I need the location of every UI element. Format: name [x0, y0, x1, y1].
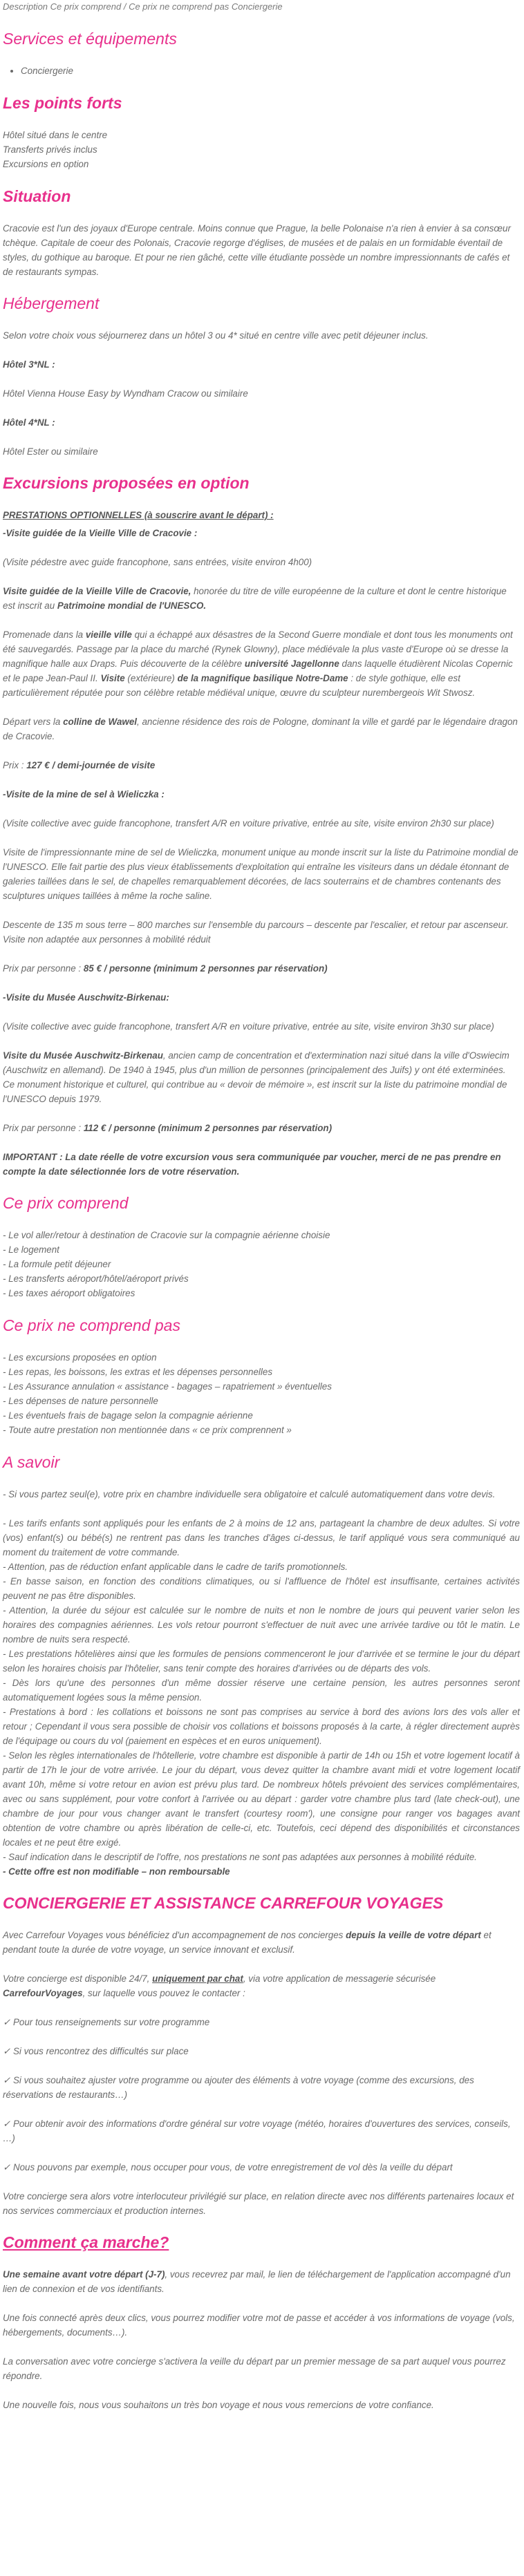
comment-title: Comment ça marche?	[3, 2233, 169, 2251]
a-savoir-p9: - Selon les règles internationales de l'hôtellerie, votre chambre est disponible à partir de 14h ou 15h et votre logement locatif à partir de 17h le jour de votre arrivée. Le jour du départ, vous devez quitter la chambre avant midi et votre logement locatif avant 10h, même si votre retour en avion est prévu plus tard. De nombreux hôtels prévoient des services complémentaires, avec ou sans supplément, pour votre confort à l'arrivée ou au départ : garder votre chambre plus tard (late check-out), une chambre de jour pour vous changer avant le transfert (courtesy room'), une consigne pour ranger vos bagages avant obtention de votre chambre ou après libération de celle-ci, etc. Toutefois, ceci dépend des disponibilités et circonstances locales et ne peut être exigé.	[3, 1750, 520, 1848]
conciergerie-p2	[3, 1971, 520, 2000]
hotel-3-text: Hôtel Vienna House Easy by Wyndham Cracow ou similaire	[3, 388, 248, 399]
p2-e: dans laquelle étudièrent Nicolas Copernic et le pape Jean-Paul II.	[3, 659, 513, 683]
vieille-ville-price	[3, 758, 520, 773]
hotel-3-label: Hôtel 3*NL :	[3, 359, 55, 370]
prestations-heading: PRESTATIONS OPTIONNELLES (à souscrire avant le départ) :	[3, 510, 274, 520]
prix-comprend-item: - Les transferts aéroport/hôtel/aéroport privés	[3, 1273, 189, 1284]
prix-ne-comprend-list	[3, 1350, 520, 1437]
a-savoir-p7: - Dès lors qu'une des personnes d'un même dossier réserve une certaine pension, les autres personnes seront automatiquement logées sous la même pension.	[3, 1678, 520, 1703]
services-title: Services et équipements	[3, 30, 177, 48]
important-note: IMPORTANT : La date réelle de votre excursion vous sera communiquée par voucher, merci de ne pas prendre en compte la date sélectionnée lors de votre réservation.	[3, 1152, 501, 1177]
comment-p1	[3, 2267, 520, 2296]
comment-p1-b: , vous recevrez par mail, le lien de téléchargement de l'application accompagné d'un lien de connexion et de vos identifiants.	[3, 2269, 511, 2294]
p3-a: Départ vers la	[3, 717, 64, 727]
conciergerie-p1	[3, 1928, 520, 1957]
a-savoir-body	[3, 1516, 520, 1879]
prix-comprend-list	[3, 1228, 520, 1300]
p2-g: (extérieure)	[124, 673, 178, 683]
prix-ne-comprend-item: - Les Assurance annulation « assistance - bagages – rapatriement » éventuelles	[3, 1381, 332, 1392]
excursions-title: Excursions proposées en option	[3, 474, 250, 492]
prix-comprend-item: - Le logement	[3, 1244, 59, 1255]
comment-p3: La conversation avec votre concierge s'activera la veille du départ par un premier message de sa part auquel vous pourrez répondre.	[3, 2356, 506, 2381]
c-p1-b: depuis la veille de votre départ	[346, 1930, 481, 1940]
c-p1-c: et pendant toute la durée de votre voyage, un service innovant et exclusif.	[3, 1930, 492, 1955]
service-item: • Conciergerie	[21, 64, 520, 78]
c-p2-c: , via votre application de messagerie sécurisée	[243, 1973, 436, 1984]
points-forts-item: Hôtel situé dans le centre	[3, 130, 108, 140]
vieille-ville-unesco: Patrimoine mondial de l'UNESCO.	[57, 600, 207, 611]
points-forts-title: Les points forts	[3, 94, 122, 112]
p3-c: , ancienne résidence des rois de Pologne, dominant la ville et gardé par le légendaire dragon de Cracovie.	[3, 717, 518, 741]
mine-p2: Descente de 135 m sous terre – 800 marches sur l'ensemble du parcours – descente par l'escalier, et retour par ascenseur. Visite non adaptée aux personnes à mobilité réduit	[3, 920, 509, 945]
conciergerie-check-4: ✓ Pour obtenir avoir des informations d'ordre général sur votre voyage (météo, horaires d'ouvertures des services, conseils, …)	[3, 2119, 511, 2143]
vieille-ville-p2	[3, 627, 520, 700]
a-savoir-p5: - Attention, la durée du séjour est calculée sur le nombre de nuits et non le nombre de jours qui peuvent varier selon les horaires des compagnies aériennes. Les vols retour pourront s'effectuer de nuit avec une arrivée tardive ou tôt le matin. Le nombre de nuits sera respecté.	[3, 1605, 520, 1645]
vieille-ville-p3	[3, 714, 520, 744]
a-savoir-p3: - Attention, pas de réduction enfant applicable dans le cadre de tarifs promotionnels.	[3, 1562, 348, 1572]
c-p2-d: CarrefourVoyages	[3, 1988, 83, 1998]
hotel-4-text: Hôtel Ester ou similaire	[3, 446, 98, 457]
conciergerie-check-1: ✓ Pour tous renseignements sur votre programme	[3, 2017, 210, 2027]
vieille-ville-text: honorée du titre de ville européenne de la culture et dont le centre historique est inscrit au	[3, 586, 507, 611]
p2-f: Visite	[100, 673, 125, 683]
prix-ne-comprend-item: - Les repas, les boissons, les extras et les dépenses personnelles	[3, 1367, 273, 1377]
price-label: Prix :	[3, 760, 27, 770]
p3-b: colline de Wawel	[63, 717, 137, 727]
prix-comprend-item: - La formule petit déjeuner	[3, 1259, 111, 1269]
price-value: 127 € / demi-journée de visite	[26, 760, 156, 770]
auschwitz-title: -Visite du Musée Auschwitz-Birkenau:	[3, 992, 169, 1003]
auschwitz-text: , ancien camp de concentration et d'extermination nazi situé dans la ville d'Oswiecim (Auschwitz en allemand). De 1940 à 1945, plus d'un million de personnes (principalement des Juifs) y ont été exterminées. Ce monument historique et culturel, qui contribue au « devoir de mémoire », est inscrit sur la liste du patrimoine mondial de l'UNESCO depuis 1979.	[3, 1050, 509, 1104]
comment-p2: Une fois connecté après deux clics, vous pourrez modifier votre mot de passe et accéder à vos informations de voyage (vols, hébergements, documents…).	[3, 2313, 515, 2338]
p2-b: vieille ville	[85, 629, 132, 640]
comment-p1-a: Une semaine avant votre départ (J-7)	[3, 2269, 165, 2280]
mine-sub: (Visite collective avec guide francophone, transfert A/R en voiture privative, entrée au site, visite environ 2h30 sur place)	[3, 818, 494, 828]
a-savoir-p1: - Si vous partez seul(e), votre prix en chambre individuelle sera obligatoire et calculé automatiquement dans votre devis.	[3, 1489, 496, 1499]
mine-title: -Visite de la mine de sel à Wieliczka :	[3, 789, 165, 799]
points-forts-item: Transferts privés inclus	[3, 144, 97, 155]
price-value: 112 € / personne (minimum 2 personnes par réservation)	[83, 1123, 333, 1133]
a-savoir-p2: - Les tarifs enfants sont appliqués pour les enfants de 2 à moins de 12 ans, partageant la chambre de deux adultes. Si votre (vos) enfant(s) ou bébé(s) ne rentrent pas dans les tranches d'âges ci-dessus, le tarif appliqué vous sera communiqué au moment du traitement de votre commande.	[3, 1518, 520, 1557]
prix-ne-comprend-item: - Les éventuels frais de bagage selon la compagnie aérienne	[3, 1410, 253, 1421]
conciergerie-p3: Votre concierge sera alors votre interlocuteur privilégié sur place, en relation directe avec nos différents partenaires locaux et nos services commerciaux et production internes.	[3, 2191, 514, 2216]
mine-price	[3, 961, 520, 976]
prix-comprend-title: Ce prix comprend	[3, 1194, 129, 1212]
vieille-ville-sub: (Visite pédestre avec guide francophone, sans entrées, visite environ 4h00)	[3, 557, 312, 567]
a-savoir-p6: - Les prestations hôtelières ainsi que les formules de pensions commenceront le jour d'arrivée et se termine le jour du départ selon les horaires choisis par l'hôtelier, sans tenir compte des horaires d'arrivées ou de départs des vols.	[3, 1649, 520, 1674]
comment-p4: Une nouvelle fois, nous vous souhaitons un très bon voyage et nous vous remercions de votre confiance.	[3, 2400, 434, 2410]
situation-text: Cracovie est l'un des joyaux d'Europe centrale. Moins connue que Prague, la belle Polonaise n'a rien à envier à sa consœur tchèque. Capitale de coeur des Polonais, Cracovie regorge d'églises, de musées et de palais en un formidable éventail de styles, du gothique au baroque. Et pour ne rien gâché, cette ville étudiante possède un nombre impressionnants de cafés et de restaurants sympas.	[3, 223, 511, 277]
p2-i: : de style gothique, elle est particulièrement réputée pour son célèbre retable médiéval unique, œuvre du sculpteur nurembergeois Wit Stwosz.	[3, 673, 476, 698]
conciergerie-check-2: ✓ Si vous rencontrez des difficultés sur place	[3, 2046, 189, 2056]
tabs-description: Description Ce prix comprend / Ce prix ne comprend pas Conciergerie	[3, 1, 283, 12]
prix-ne-comprend-title: Ce prix ne comprend pas	[3, 1316, 180, 1334]
price-label: Prix par personne :	[3, 963, 84, 974]
situation-title: Situation	[3, 187, 71, 205]
c-p2-b: uniquement par chat	[152, 1973, 243, 1984]
auschwitz-lead: Visite du Musée Auschwitz-Birkenau	[3, 1050, 163, 1061]
a-savoir-p10: - Sauf indication dans le descriptif de l'offre, nos prestations ne sont pas adaptées aux personnes à mobilité réduite.	[3, 1852, 477, 1862]
conciergerie-title: CONCIERGERIE ET ASSISTANCE CARREFOUR VOYAGES	[3, 1894, 444, 1912]
vieille-ville-lead: Visite guidée de la Vieille Ville de Cracovie,	[3, 586, 191, 596]
vieille-ville-title: -Visite guidée de la Vieille Ville de Cracovie :	[3, 528, 198, 538]
points-forts-list	[3, 128, 520, 171]
p2-a: Promenade dans la	[3, 629, 86, 640]
conciergerie-check-5: ✓ Nous pouvons par exemple, nous occuper pour vous, de votre enregistrement de vol dès la veille du départ	[3, 2162, 453, 2172]
prix-comprend-item: - Les taxes aéroport obligatoires	[3, 1288, 135, 1298]
mine-p1: Visite de l'impressionnante mine de sel de Wieliczka, monument unique au monde inscrit sur la liste du Patrimoine mondial de l'UNESCO. Elle fait partie des plus vieux établissements d'exploitation qui entraîne les visiteurs dans un dédale étonnant de galeries taillées dans le sel, de chapelles remarquablement décorées, de lacs souterrains et de chambres contenants des sculptures uniques taillées à même la roche saline.	[3, 847, 518, 901]
c-p2-a: Votre concierge est disponible 24/7,	[3, 1973, 153, 1984]
hotel-4-label: Hôtel 4*NL :	[3, 417, 55, 428]
price-label: Prix par personne :	[3, 1123, 84, 1133]
vieille-ville-p1	[3, 584, 520, 613]
c-p2-e: , sur laquelle vous pouvez le contacter :	[82, 1988, 245, 1998]
auschwitz-price	[3, 1121, 520, 1135]
hebergement-intro: Selon votre choix vous séjournerez dans un hôtel 3 ou 4* situé en centre ville avec petit déjeuner inclus.	[3, 330, 429, 341]
p2-h: de la magnifique basilique Notre-Dame	[177, 673, 348, 683]
auschwitz-sub: (Visite collective avec guide francophone, transfert A/R en voiture privative, entrée au site, visite environ 3h30 sur place)	[3, 1021, 494, 1032]
conciergerie-check-3: ✓ Si vous souhaitez ajuster votre programme ou ajouter des éléments à votre voyage (comme des excursions, des réservations de restaurants…)	[3, 2075, 474, 2100]
prix-ne-comprend-item: - Les excursions proposées en option	[3, 1352, 157, 1363]
price-value: 85 € / personne (minimum 2 personnes par réservation)	[83, 963, 328, 974]
points-forts-item: Excursions en option	[3, 159, 89, 169]
a-savoir-p11: - Cette offre est non modifiable – non remboursable	[3, 1866, 230, 1877]
prix-ne-comprend-item: - Les dépenses de nature personnelle	[3, 1396, 158, 1406]
c-p1-a: Avec Carrefour Voyages vous bénéficiez d'un accompagnement de nos concierges	[3, 1930, 346, 1940]
p2-c: qui a échappé aux désastres de la Second Guerre mondiale et dont tous les monuments ont été sauvegardés. Passage par la place du marché (Rynek Glowny), place médiévale la plus vaste d'Europe où se dresse la magnifique halle aux Draps. Puis découverte de la célèbre	[3, 629, 513, 669]
prix-comprend-item: - Le vol aller/retour à destination de Cracovie sur la compagnie aérienne choisie	[3, 1230, 330, 1240]
hebergement-title: Hébergement	[3, 294, 100, 312]
a-savoir-p4: - En basse saison, en fonction des conditions climatiques, ou si l'affluence de l'hôtel est insuffisante, certaines activités peuvent ne pas être disponibles.	[3, 1576, 520, 1601]
p2-d: université Jagellonne	[244, 659, 339, 669]
auschwitz-p1	[3, 1048, 520, 1106]
prix-ne-comprend-item: - Toute autre prestation non mentionnée dans « ce prix comprennent »	[3, 1425, 292, 1435]
a-savoir-title: A savoir	[3, 1453, 60, 1471]
a-savoir-p8: - Prestations à bord : les collations et boissons ne sont pas comprises au service à bord des avions lors des vols aller et retour ; Cependant il vous sera possible de choisir vos collations et boissons proposés à la carte, à régler directement auprès de l'équipage ou cours du vol (paiement en espèces et en euros uniquement).	[3, 1707, 520, 1746]
services-list	[3, 64, 520, 78]
